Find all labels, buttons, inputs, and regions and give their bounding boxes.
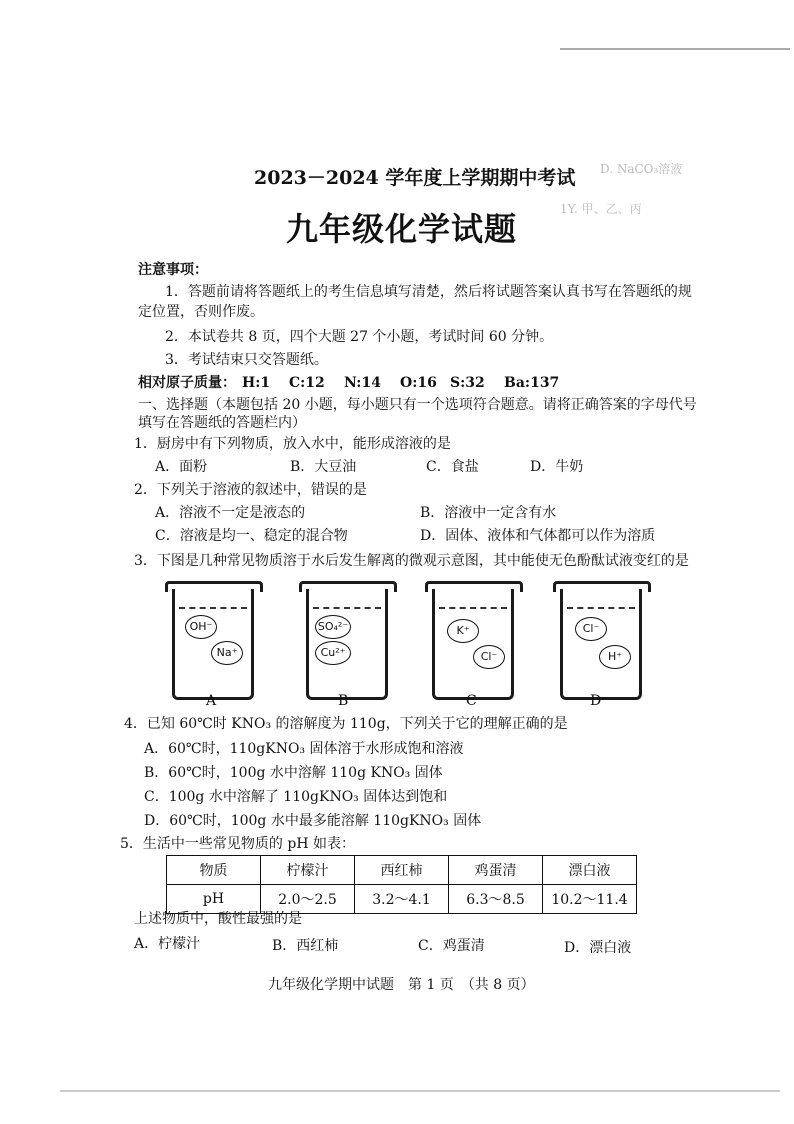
question-4-option-a: A．60℃时，110gKNO₃ 固体溶于水形成饱和溶液 — [144, 741, 464, 757]
notes-item: 2．本试卷共 8 页，四个大题 27 个小题，考试时间 60 分钟。 — [165, 329, 554, 345]
table-cell: 10.2～11.4 — [543, 885, 637, 914]
table-cell: 漂白液 — [543, 856, 637, 885]
beaker-label-c: C — [466, 693, 477, 709]
scan-line-bottom — [60, 1090, 780, 1092]
ph-table — [166, 855, 637, 914]
page-title: 九年级化学试题 — [286, 210, 518, 248]
table-row — [167, 856, 637, 885]
question-5-option-d: D．漂白液 — [564, 940, 632, 956]
question-1-stem: 1．厨房中有下列物质，放入水中，能形成溶液的是 — [134, 436, 451, 452]
question-2-option-d: D．固体、液体和气体都可以作为溶质 — [420, 528, 656, 544]
ion-sodium: Na⁺ — [211, 641, 243, 665]
atomic-mass-s: S:32 — [450, 375, 485, 391]
atomic-mass-c: C:12 — [289, 375, 325, 391]
beaker-rim — [425, 581, 523, 592]
question-2-option-b: B．溶液中一定含有水 — [420, 505, 557, 521]
ion-chloride: Cl⁻ — [575, 617, 607, 641]
question-5-option-b: B．西红柿 — [272, 938, 339, 954]
section-heading: 一、选择题（本题包括 20 小题，每小题只有一个选项符合题意。请将正确答案的字母代号 — [138, 397, 697, 413]
question-2-option-a: A．溶液不一定是液态的 — [155, 505, 306, 521]
beaker-b — [306, 589, 388, 700]
ion-sulfate: SO₄²⁻ — [315, 615, 351, 639]
beaker-label-b: B — [338, 693, 349, 709]
question-5-option-a: A．柠檬汁 — [134, 936, 201, 952]
atomic-mass-n: N:14 — [344, 375, 381, 391]
exam-year-title: 2023－2024 学年度上学期期中考试 — [254, 167, 576, 189]
table-cell: 3.2～4.1 — [355, 885, 449, 914]
question-5-option-c: C．鸡蛋清 — [418, 938, 485, 954]
notes-item: 定位置，否则作废。 — [138, 304, 264, 320]
question-4-stem: 4．已知 60℃时 KNO₃ 的溶解度为 110g，下列关于它的理解正确的是 — [124, 716, 568, 732]
atomic-mass-ba: Ba:137 — [504, 375, 560, 391]
table-cell: 物质 — [167, 856, 261, 885]
beaker-rim — [165, 581, 263, 592]
atomic-mass-label: 相对原子质量： — [138, 375, 236, 391]
ion-hydrogen: H⁺ — [599, 645, 631, 669]
question-4-option-c: C．100g 水中溶解了 110gKNO₃ 固体达到饱和 — [144, 789, 448, 805]
question-5-sub: 上述物质中，酸性最强的是 — [134, 911, 302, 927]
water-line — [567, 607, 635, 609]
atomic-mass-o: O:16 — [400, 375, 437, 391]
table-cell: 2.0～2.5 — [261, 885, 355, 914]
question-1-option-a: A．面粉 — [155, 459, 208, 475]
notes-heading: 注意事项： — [138, 262, 208, 278]
beaker-rim — [299, 581, 397, 592]
ion-copper: Cu²⁺ — [315, 641, 351, 665]
beaker-label-d: D — [590, 693, 602, 709]
table-cell: 西红柿 — [355, 856, 449, 885]
beaker-label-a: A — [206, 693, 217, 709]
notes-item: 3．考试结束只交答题纸。 — [165, 352, 328, 368]
table-cell: 鸡蛋清 — [449, 856, 543, 885]
scan-line-top — [560, 48, 790, 50]
notes-item: 1．答题前请将答题纸上的考生信息填写清楚，然后将试题答案认真书写在答题纸的规 — [165, 284, 692, 300]
beaker-a — [172, 589, 254, 700]
bleed-through-text: 1Y. 甲、乙、丙 — [560, 202, 642, 216]
beaker-d — [560, 589, 642, 700]
water-line — [439, 607, 507, 609]
table-cell: 柠檬汁 — [261, 856, 355, 885]
page-footer: 九年级化学期中试题 第 1 页 （共 8 页） — [268, 977, 535, 993]
question-2-stem: 2．下列关于溶液的叙述中，错误的是 — [134, 482, 367, 498]
question-4-option-b: B．60℃时，100g 水中溶解 110g KNO₃ 固体 — [144, 765, 443, 781]
bleed-through-text: D. NaCO₃溶液 — [600, 162, 683, 176]
question-1-option-c: C．食盐 — [426, 459, 479, 475]
question-1-option-b: B．大豆油 — [290, 459, 357, 475]
table-cell: pH — [167, 885, 261, 914]
ion-potassium: K⁺ — [447, 619, 479, 643]
question-5-stem: 5．生活中一些常见物质的 pH 如表： — [120, 836, 355, 852]
question-2-option-c: C．溶液是均一、稳定的混合物 — [155, 528, 348, 544]
section-heading-cont: 填写在答题纸的答题栏内） — [138, 415, 306, 431]
ion-hydroxide: OH⁻ — [185, 615, 217, 639]
water-line — [313, 607, 381, 609]
question-1-option-d: D．牛奶 — [530, 459, 584, 475]
atomic-mass-h: H:1 — [242, 375, 271, 391]
question-3-stem: 3．下图是几种常见物质溶于水后发生解离的微观示意图，其中能使无色酚酞试液变红的是 — [134, 553, 689, 569]
water-line — [179, 607, 247, 609]
question-4-option-d: D．60℃时，100g 水中最多能溶解 110gKNO₃ 固体 — [144, 813, 482, 829]
beaker-rim — [553, 581, 651, 592]
table-cell: 6.3～8.5 — [449, 885, 543, 914]
beaker-c — [432, 589, 514, 700]
ion-chloride: Cl⁻ — [473, 645, 505, 669]
